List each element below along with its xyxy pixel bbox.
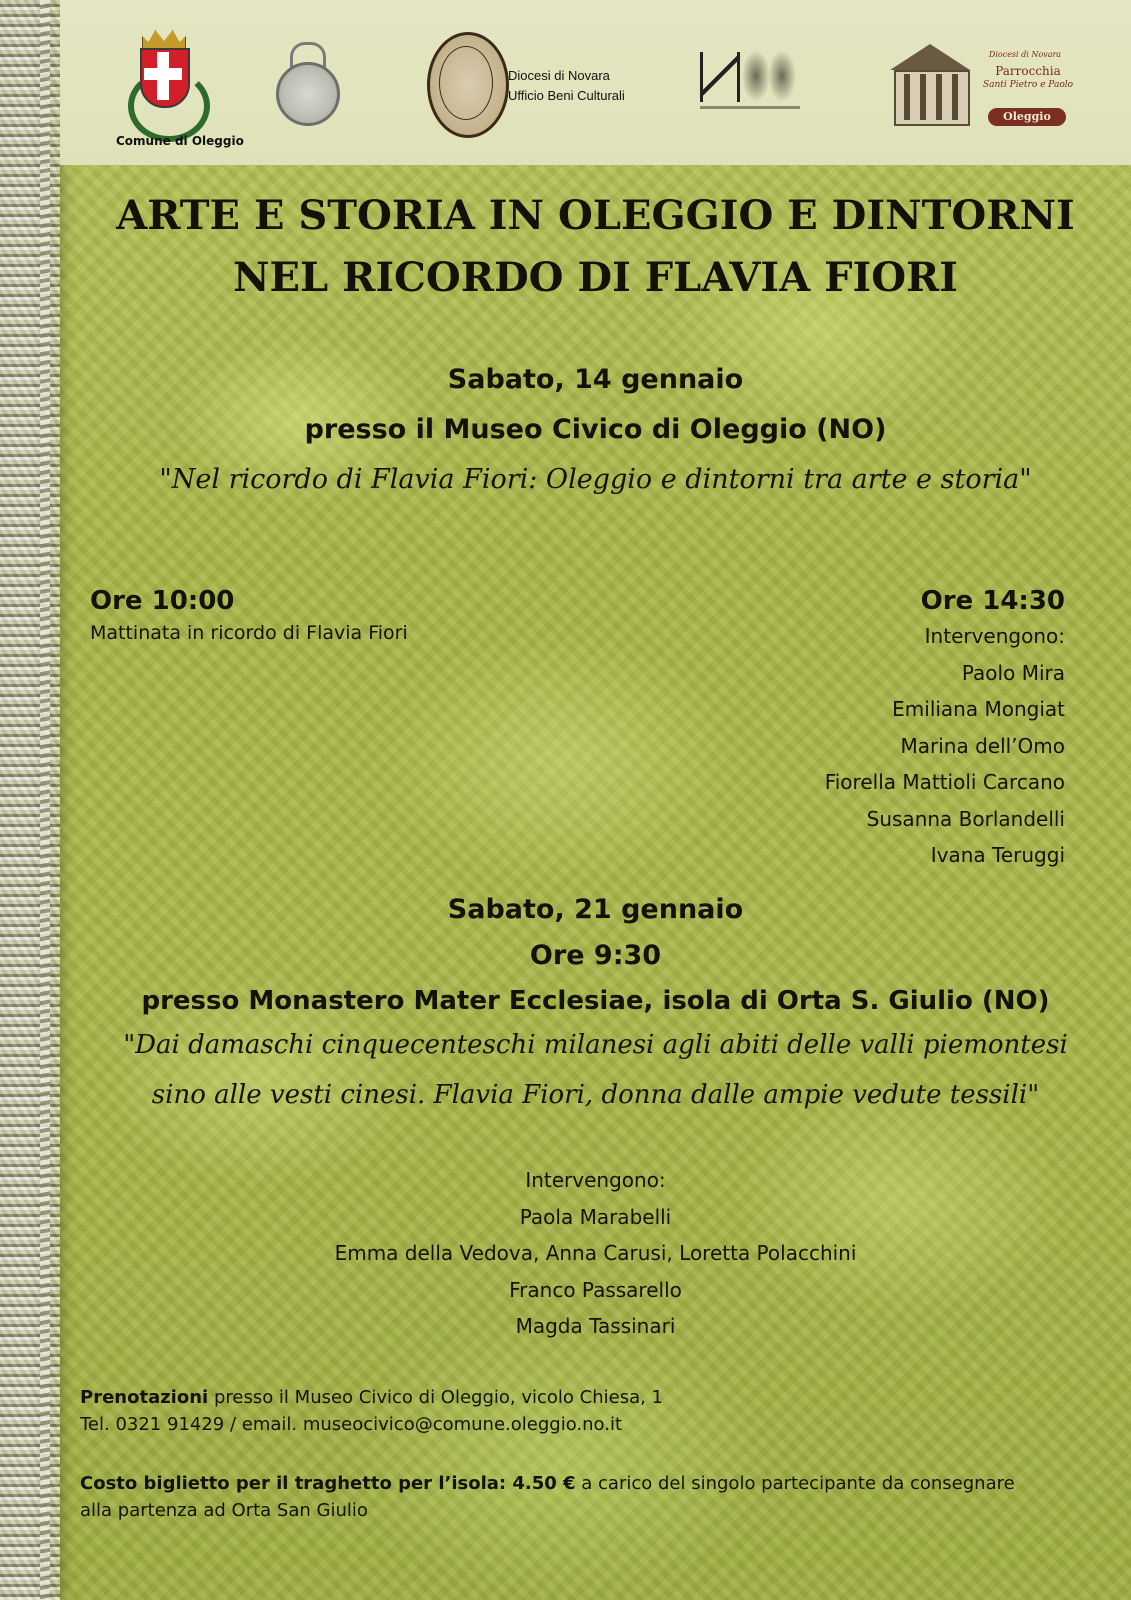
- lyre-ring: [276, 62, 340, 126]
- parish-church-logo-icon: [884, 36, 1074, 132]
- speaker: Paolo Mira: [961, 660, 1065, 685]
- morning-desc: Mattinata in ricordo di Flavia Fiori: [90, 622, 408, 644]
- diocese-seal-icon: [427, 32, 509, 136]
- mar-museum-logo-icon: [700, 46, 800, 114]
- event2-time: Ore 9:30: [529, 940, 662, 971]
- speaker: Susanna Borlandelli: [866, 806, 1065, 831]
- mar-monogram: [700, 52, 740, 102]
- booking-info: [80, 1384, 663, 1438]
- event2-speakers: [60, 1162, 1131, 1345]
- church-column: [952, 74, 958, 120]
- event2-quote-line2: sino alle vesti cinesi. Flavia Fiori, donna dalle ampie vedute tessili": [151, 1080, 1040, 1110]
- event1-quote: "Nel ricordo di Flavia Fiori: Oleggio e dintorni tra arte e storia": [159, 464, 1032, 495]
- speaker: Emma della Vedova, Anna Carusi, Loretta Polacchini: [334, 1241, 857, 1265]
- ferry-text: a carico del singolo partecipante da consegnare alla partenza ad Orta San Giulio: [80, 1473, 1015, 1521]
- title-line-2: NEL RICORDO DI FLAVIA FIORI: [232, 254, 959, 301]
- lace-cord: [40, 0, 50, 1600]
- speaker: Fiorella Mattioli Carcano: [824, 770, 1065, 794]
- diocesi-text: [508, 66, 648, 106]
- event2-place: presso Monastero Mater Ecclesiae, isola di Orta S. Giulio (NO): [141, 986, 1050, 1016]
- parish-saints: Santi Pietro e Paolo: [982, 80, 1074, 90]
- mar-caption-line: [700, 106, 800, 109]
- contact-info: Tel. 0321 91429 / email. museocivico@comune.oleggio.no.it: [80, 1414, 623, 1435]
- church-column: [936, 74, 942, 120]
- morning-time: Ore 10:00: [90, 586, 235, 616]
- speaker: Magda Tassinari: [515, 1314, 676, 1338]
- booking-label: Prenotazioni: [80, 1387, 209, 1408]
- church-icon: [884, 44, 976, 126]
- event1-morning: [90, 586, 408, 644]
- diocesi-line2: Ufficio Beni Culturali: [508, 88, 625, 103]
- event2-date: Sabato, 21 gennaio: [447, 894, 744, 925]
- crown-icon: [142, 30, 186, 50]
- title-line-1: ARTE E STORIA IN OLEGGIO E DINTORNI: [116, 192, 1075, 239]
- comune-label: Comune di Oleggio: [116, 134, 244, 148]
- event2-intro: Intervengono:: [525, 1168, 666, 1192]
- cross-bar: [144, 68, 182, 80]
- parish-diocese: Diocesi di Novara: [988, 50, 1062, 59]
- logo-header: [60, 0, 1131, 165]
- diocesi-line1: Diocesi di Novara: [508, 68, 610, 83]
- speaker: Paola Marabelli: [519, 1204, 672, 1229]
- lace-border: [0, 0, 60, 1600]
- seal-inner: [439, 46, 493, 120]
- speaker: Emiliana Mongiat: [892, 697, 1065, 721]
- speaker: Marina dell’Omo: [900, 733, 1065, 758]
- parish-name: Parrocchia: [995, 64, 1061, 78]
- parish-city-badge: Oleggio: [988, 108, 1066, 126]
- lyre-emblem-icon: [260, 40, 350, 134]
- speaker: Franco Passarello: [509, 1277, 682, 1302]
- saints-figures: [740, 46, 798, 102]
- event1-date: Sabato, 14 gennaio: [447, 364, 744, 395]
- ferry-info: [80, 1470, 1040, 1524]
- event2-quote-line1: "Dai damaschi cinquecenteschi milanesi agli abiti delle valli piemontesi: [123, 1030, 1068, 1060]
- afternoon-time: Ore 14:30: [920, 586, 1065, 616]
- church-pediment: [890, 44, 970, 70]
- event1-place: presso il Museo Civico di Oleggio (NO): [304, 414, 887, 445]
- afternoon-intro: Intervengono:: [924, 624, 1065, 648]
- speaker: Ivana Teruggi: [930, 843, 1065, 867]
- church-column: [904, 74, 910, 120]
- comune-coat-of-arms-icon: [116, 30, 244, 154]
- event1-afternoon: [825, 586, 1065, 874]
- church-column: [920, 74, 926, 120]
- ferry-label: Costo biglietto per il traghetto per l’isola: 4.50 €: [80, 1473, 576, 1494]
- booking-text: presso il Museo Civico di Oleggio, vicolo Chiesa, 1: [208, 1387, 663, 1408]
